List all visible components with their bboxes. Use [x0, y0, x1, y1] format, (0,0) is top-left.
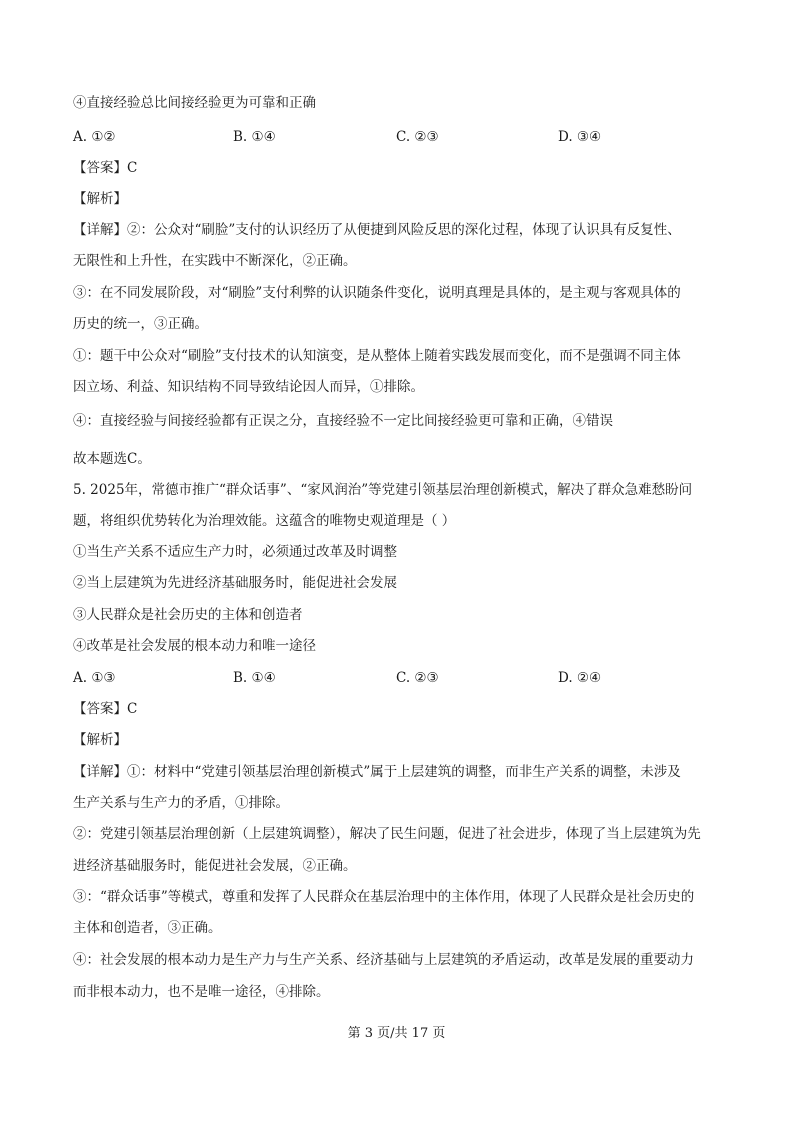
q5-detail-line: 生产关系与生产力的矛盾，①排除。 — [73, 795, 289, 811]
q4-detail-line: ③：在不同发展阶段，对“刷脸”支付利弊的认识随条件变化，说明真理是具体的，是主观与客观具体的 — [73, 285, 681, 301]
q4-detail-line: 历史的统一，③正确。 — [73, 316, 208, 332]
q5-analysis-label: 【解析】 — [73, 732, 127, 748]
q5-option-d: D. ②④ — [558, 670, 602, 686]
q5-answer: 【答案】C — [73, 701, 138, 717]
q5-statement-4: ④改革是社会发展的根本动力和唯一途径 — [73, 638, 316, 654]
q4-statement-4: ④直接经验总比间接经验更为可靠和正确 — [73, 95, 316, 111]
q5-stem-line: 5. 2025年，常德市推广“群众话事”、“家风润治”等党建引领基层治理创新模式，解决了群众急难愁盼问 — [73, 482, 693, 498]
q4-answer: 【答案】C — [73, 160, 138, 176]
q5-statement-3: ③人民群众是社会历史的主体和创造者 — [73, 607, 303, 623]
q4-option-d: D. ③④ — [558, 129, 602, 145]
q5-statement-1: ①当生产关系不适应生产力时，必须通过改革及时调整 — [73, 544, 397, 560]
q5-detail-line: 进经济基础服务时，能促进社会发展，②正确。 — [73, 858, 357, 874]
q5-detail-line: ②：党建引领基层治理创新（上层建筑调整），解决了民生问题，促进了社会进步，体现了当上层建筑为先 — [73, 826, 701, 842]
q5-detail-line: ④：社会发展的根本动力是生产力与生产关系、经济基础与上层建筑的矛盾运动，改革是发展的重要动力 — [73, 952, 694, 968]
page-number: 第 3 页/共 17 页 — [347, 1026, 446, 1041]
q4-detail-line: 因立场、利益、知识结构不同导致结论因人而异，①排除。 — [73, 379, 424, 395]
q4-option-a: A. ①② — [73, 129, 116, 145]
q5-statement-2: ②当上层建筑为先进经济基础服务时，能促进社会发展 — [73, 575, 397, 591]
q4-analysis-label: 【解析】 — [73, 191, 127, 207]
q5-detail-line: 主体和创造者，③正确。 — [73, 920, 222, 936]
q5-stem-line: 题，将组织优势转化为治理效能。这蕴含的唯物史观道理是（ ） — [73, 513, 456, 529]
q4-detail-line: 无限性和上升性，在实践中不断深化，②正确。 — [73, 253, 357, 269]
q4-option-b: B. ①④ — [233, 129, 276, 145]
q5-detail-line: ③：“群众话事”等模式，尊重和发挥了人民群众在基层治理中的主体作用，体现了人民群众是社会历史的 — [73, 889, 695, 905]
q4-detail-line: ①：题干中公众对“刷脸”支付技术的认知演变，是从整体上随着实践发展而变化，而不是强调不同主体 — [73, 348, 681, 364]
q5-option-b: B. ①④ — [233, 670, 276, 686]
q4-conclusion: 故本题选C。 — [73, 451, 151, 467]
q4-option-c: C. ②③ — [396, 129, 439, 145]
q5-detail-line: 而非根本动力，也不是唯一途径，④排除。 — [73, 984, 330, 1000]
q4-detail-line: ④：直接经验与间接经验都有正误之分，直接经验不一定比间接经验更可靠和正确，④错误 — [73, 413, 613, 429]
q5-detail-line: 【详解】①：材料中“党建引领基层治理创新模式”属于上层建筑的调整，而非生产关系的调整，未涉及 — [73, 764, 681, 780]
q4-detail-line: 【详解】②：公众对“刷脸”支付的认识经历了从便捷到风险反思的深化过程，体现了认识具有反复性、 — [73, 222, 681, 238]
q5-option-a: A. ①③ — [73, 670, 116, 686]
q5-option-c: C. ②③ — [396, 670, 439, 686]
